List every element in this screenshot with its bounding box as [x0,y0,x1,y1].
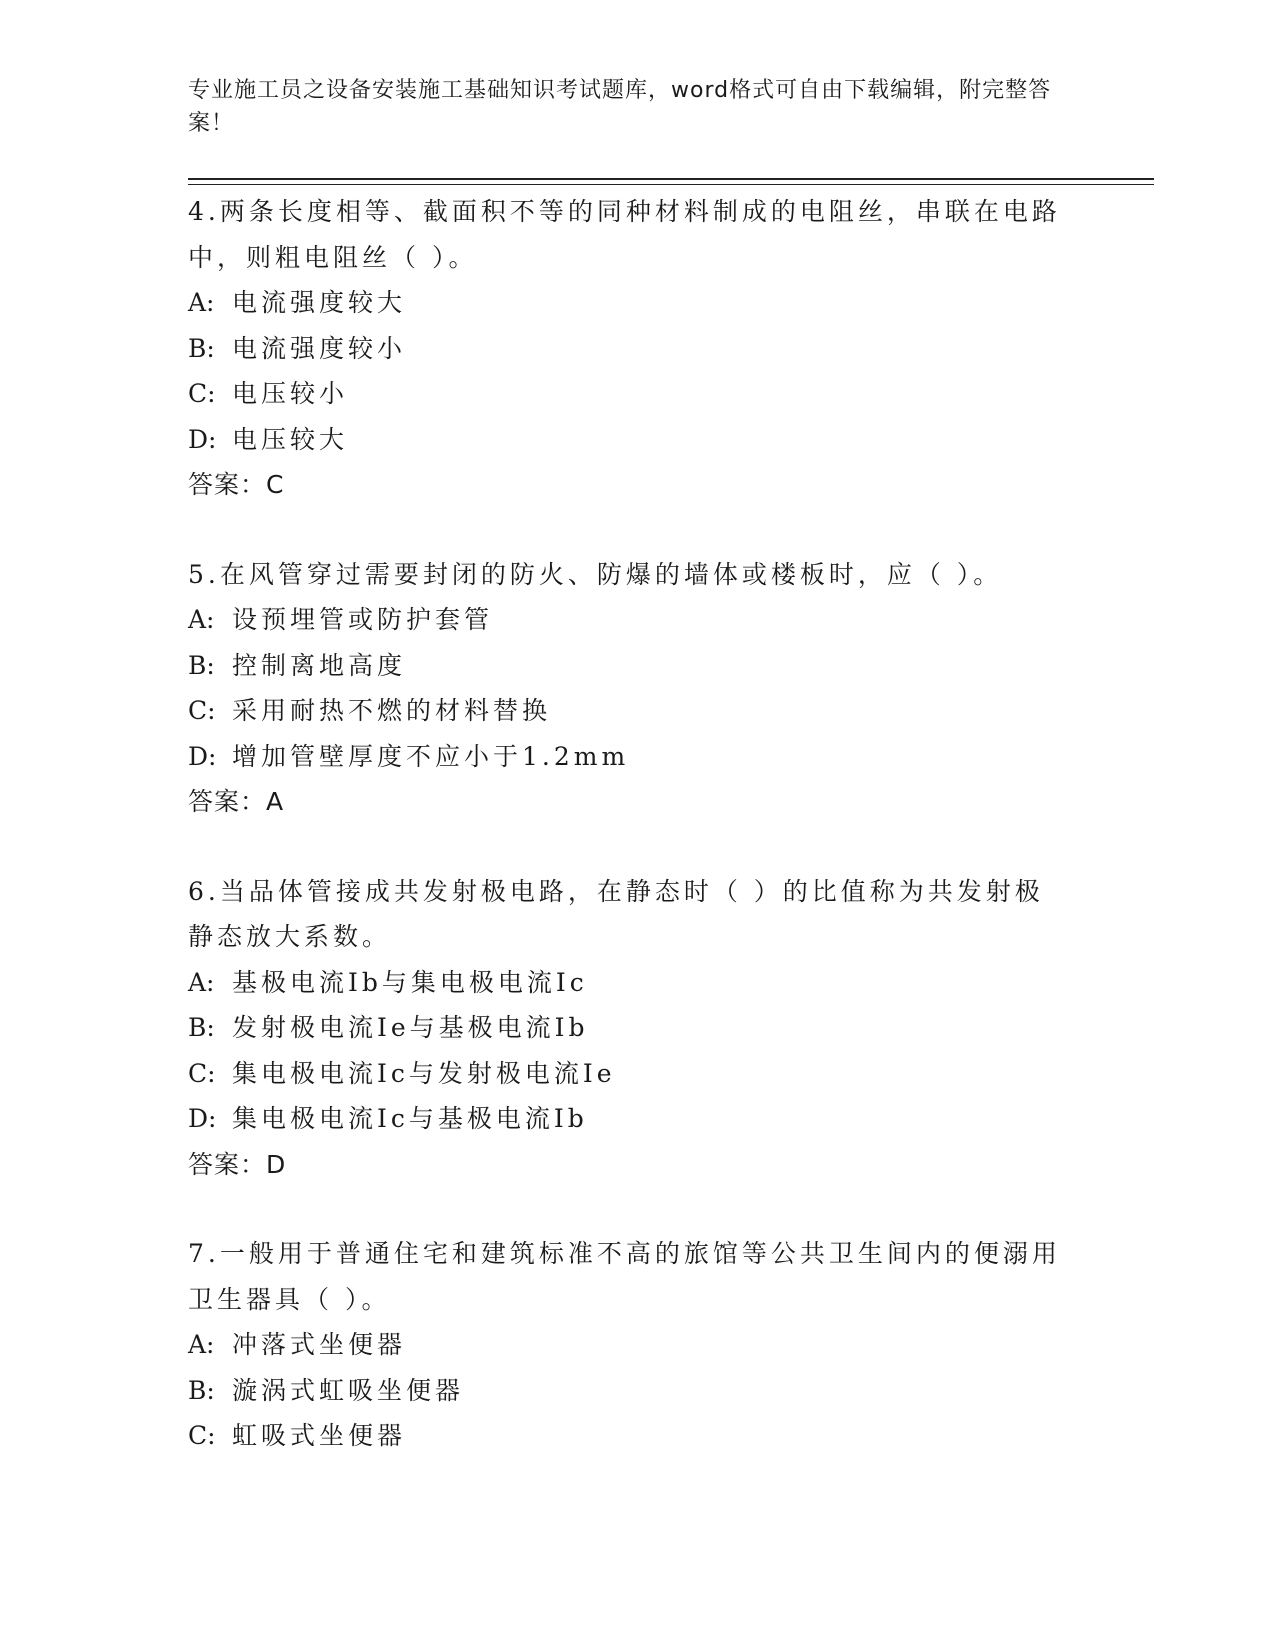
option-key: D: [188,424,217,454]
question-list [188,189,1088,1503]
option-b [188,1005,1088,1051]
option-key: B: [188,650,215,680]
answer-line: 答案：A [188,787,285,816]
option-b [188,643,1088,689]
option-key: A: [188,967,215,997]
option-text: 集电极电流Ic与基极电流Ib [232,1104,588,1133]
option-key: B: [188,1375,215,1405]
option-text: 基极电流Ib与集电极电流Ic [232,967,588,997]
option-b [188,1368,1088,1414]
option-a [188,960,1088,1006]
option-d [188,417,1088,463]
option-text: 冲落式坐便器 [232,1330,407,1359]
option-d [188,734,1088,780]
answer-line: 答案：D [188,1149,287,1179]
question-6 [188,869,1088,1188]
option-key: C: [188,1421,216,1450]
option-key: C: [188,696,216,725]
option-key: A: [188,605,215,634]
option-text: 漩涡式虹吸坐便器 [232,1375,465,1405]
option-d [188,1096,1088,1142]
question-stem: 6.当品体管接成共发射极电路，在静态时（ ）的比值称为共发射极静态放大系数。 [188,876,1044,951]
option-c [188,1413,1088,1459]
option-text: 电压较大 [232,424,349,454]
option-text: 虹吸式坐便器 [232,1421,407,1450]
option-text: 电压较小 [232,379,349,408]
option-a [188,280,1088,326]
option-text: 电流强度较大 [232,288,407,317]
option-text: 设预埋管或防护套管 [232,605,494,634]
option-c [188,688,1088,734]
option-text: 采用耐热不燃的材料替换 [232,696,552,725]
option-text: 发射极电流Ie与基极电流Ib [232,1013,589,1042]
header-divider-thin [188,184,1154,185]
header-divider-thick [188,178,1154,180]
option-text: 控制离地高度 [232,650,407,680]
option-key: B: [188,1013,215,1042]
option-a [188,597,1088,643]
option-key: D: [188,741,217,771]
question-4 [188,189,1088,508]
question-5 [188,552,1088,825]
option-key: B: [188,333,215,363]
option-key: C: [188,379,216,408]
option-key: D: [188,1104,217,1133]
option-key: A: [188,1330,215,1359]
option-key: A: [188,288,215,317]
option-c [188,371,1088,417]
question-stem: 5.在风管穿过需要封闭的防火、防爆的墙体或楼板时，应（ ）。 [188,559,1003,589]
option-text: 集电极电流Ic与发射极电流Ie [232,1058,616,1088]
option-b [188,326,1088,372]
option-a [188,1322,1088,1368]
option-c [188,1051,1088,1097]
option-text: 电流强度较小 [232,333,407,363]
question-stem: 4.两条长度相等、截面积不等的同种材料制成的电阻丝，串联在电路中，则粗电阻丝（ ）。 [188,197,1061,272]
option-text: 增加管壁厚度不应小于1.2mm [232,741,630,771]
answer-line: 答案：C [188,470,285,499]
question-7 [188,1231,1088,1459]
question-stem: 7.一般用于普通住宅和建筑标准不高的旅馆等公共卫生间内的便溺用卫生器具（ ）。 [188,1239,1061,1314]
document-intro: 专业施工员之设备安装施工基础知识考试题库，word格式可自由下载编辑，附完整答案！ [188,78,1052,136]
option-key: C: [188,1058,216,1088]
